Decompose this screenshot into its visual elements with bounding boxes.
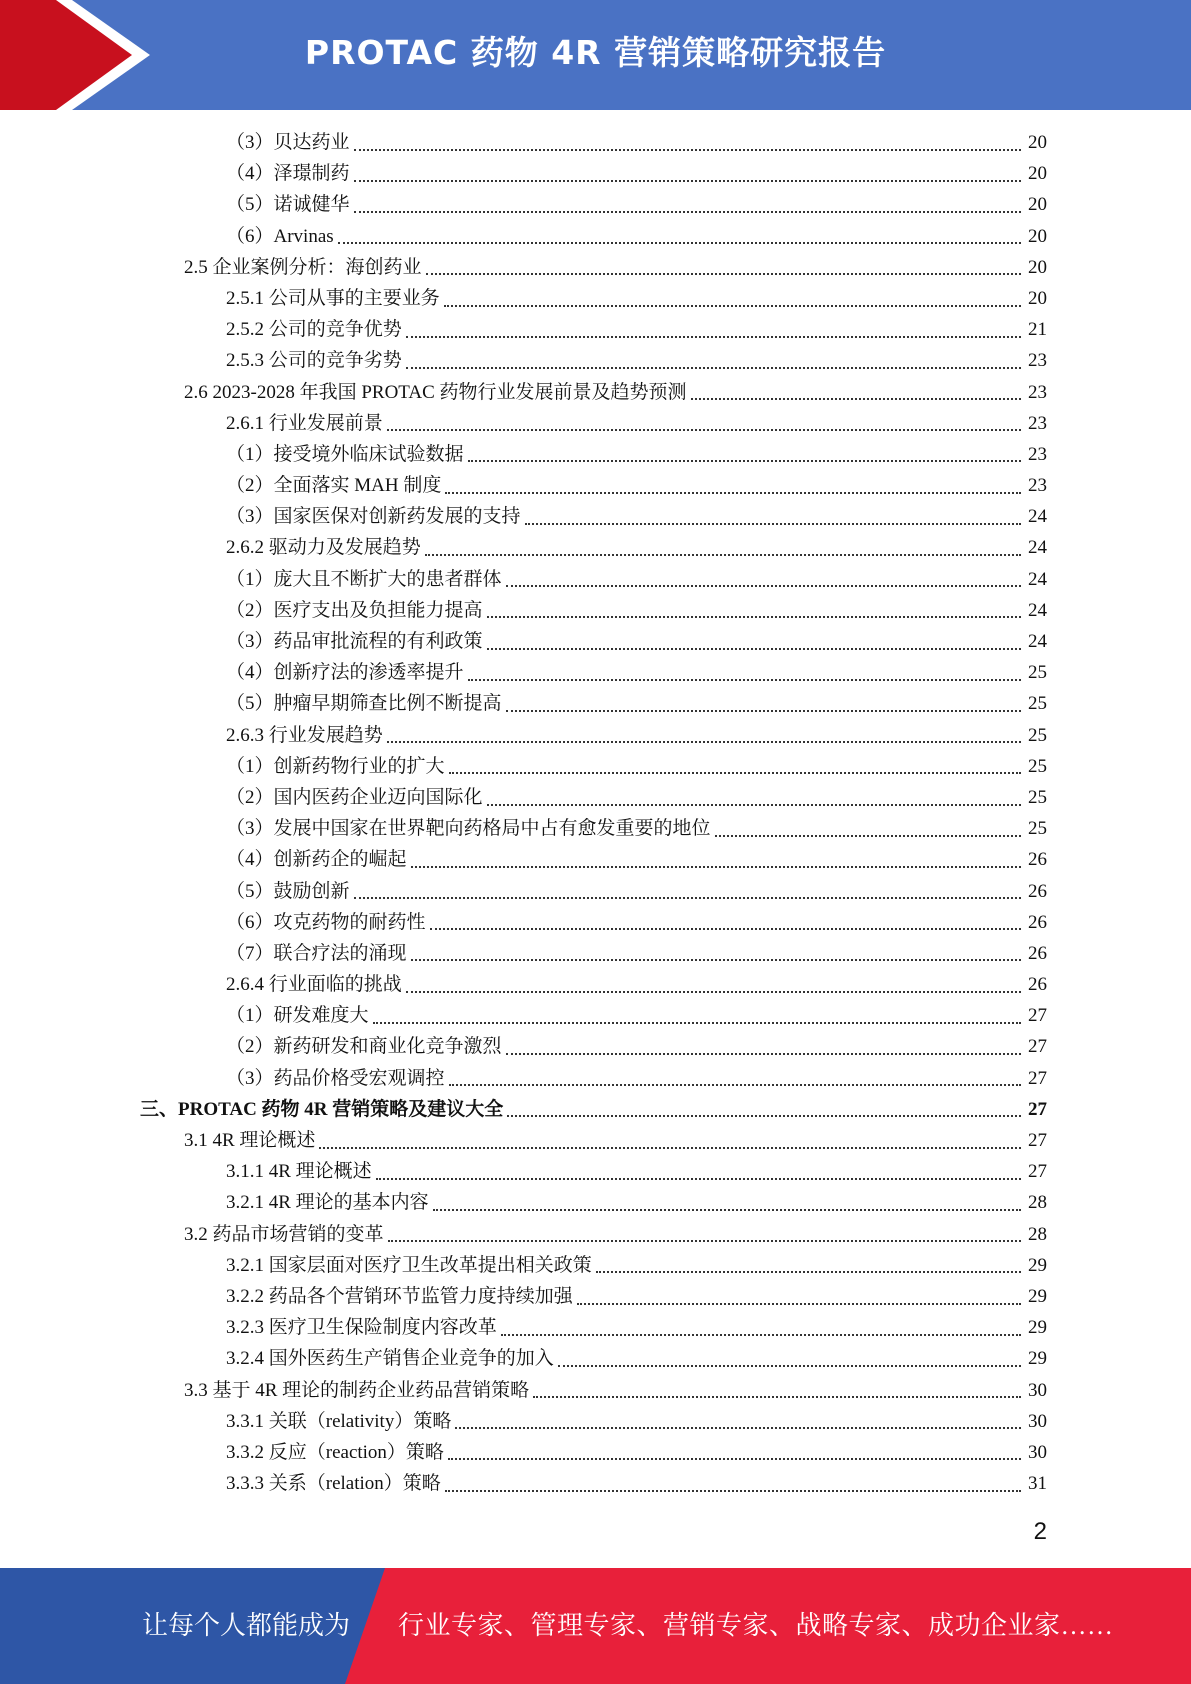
toc-entry-label: （5）鼓励创新 — [226, 880, 350, 902]
toc-entry[interactable] — [0, 751, 1191, 782]
toc-entry[interactable] — [0, 252, 1191, 283]
toc-entry[interactable] — [0, 501, 1191, 532]
toc-entry[interactable] — [0, 782, 1191, 813]
toc-entry-label: （1）接受境外临床试验数据 — [226, 443, 464, 465]
toc-entry-page: 25 — [1028, 755, 1047, 777]
toc-entry[interactable] — [0, 189, 1191, 220]
toc-entry-page: 30 — [1028, 1441, 1047, 1463]
toc-dot-leader — [445, 1490, 1021, 1492]
toc-entry[interactable] — [0, 1343, 1191, 1374]
toc-entry-page: 21 — [1028, 319, 1047, 341]
toc-entry-label: 3.3.1 关联（relativity）策略 — [226, 1410, 452, 1432]
toc-entry-page: 23 — [1028, 350, 1047, 372]
toc-entry-label: 2.5 企业案例分析：海创药业 — [184, 256, 422, 278]
toc-entry[interactable] — [0, 158, 1191, 189]
toc-dot-leader — [425, 554, 1021, 556]
toc-entry-label: 2.5.3 公司的竞争劣势 — [226, 350, 402, 372]
toc-entry[interactable] — [0, 1187, 1191, 1218]
toc-dot-leader — [449, 1084, 1021, 1086]
toc-entry-label: （1）研发难度大 — [226, 1005, 369, 1027]
toc-entry[interactable] — [0, 1031, 1191, 1062]
toc-entry-label: （1）创新药物行业的扩大 — [226, 755, 445, 777]
toc-dot-leader — [411, 866, 1021, 868]
toc-dot-leader — [558, 1365, 1021, 1367]
toc-entry[interactable] — [0, 1437, 1191, 1468]
toc-entry-page: 29 — [1028, 1317, 1047, 1339]
toc-entry-label: 3.2.2 药品各个营销环节监管力度持续加强 — [226, 1285, 573, 1307]
toc-dot-leader — [406, 991, 1021, 993]
toc-entry[interactable] — [0, 595, 1191, 626]
toc-entry[interactable] — [0, 1219, 1191, 1250]
toc-entry-page: 25 — [1028, 818, 1047, 840]
toc-entry-page: 20 — [1028, 287, 1047, 309]
toc-entry-label: 3.1 4R 理论概述 — [184, 1130, 316, 1151]
toc-dot-leader — [354, 149, 1021, 151]
toc-dot-leader — [455, 1427, 1021, 1429]
toc-entry-label: 2.5.2 公司的竞争优势 — [226, 319, 402, 341]
footer-slogan-left: 让每个人都能成为 — [142, 1611, 351, 1640]
toc-entry[interactable] — [0, 1094, 1191, 1125]
toc-entry-page: 26 — [1028, 849, 1047, 871]
toc-dot-leader — [487, 804, 1021, 806]
toc-dot-leader — [444, 305, 1021, 307]
toc-entry[interactable] — [0, 938, 1191, 969]
toc-dot-leader — [468, 460, 1021, 462]
toc-entry-page: 24 — [1028, 568, 1047, 590]
toc-entry[interactable] — [0, 345, 1191, 376]
toc-entry-label: 3.3.3 关系（relation）策略 — [226, 1473, 441, 1495]
toc-entry-page: 28 — [1028, 1223, 1047, 1245]
toc-dot-leader — [354, 897, 1021, 899]
toc-entry-page: 26 — [1028, 911, 1047, 933]
toc-entry-label: 3.1.1 4R 理论概述 — [226, 1161, 372, 1183]
toc-entry-label: 2.6.1 行业发展前景 — [226, 412, 383, 434]
toc-dot-leader — [430, 928, 1021, 930]
toc-entry[interactable] — [0, 1312, 1191, 1343]
toc-entry-label: （2）新药研发和商业化竞争激烈 — [226, 1036, 502, 1058]
toc-entry-label: （6）攻克药物的耐药性 — [226, 911, 426, 933]
toc-dot-leader — [319, 1147, 1021, 1149]
toc-entry-label: （5）肿瘤早期筛查比例不断提高 — [226, 693, 502, 715]
toc-entry-page: 20 — [1028, 194, 1047, 216]
toc-entry[interactable] — [0, 1000, 1191, 1031]
toc-entry-page: 29 — [1028, 1285, 1047, 1307]
toc-entry[interactable] — [0, 1156, 1191, 1187]
toc-entry[interactable] — [0, 1375, 1191, 1406]
toc-entry-label: 2.5.1 公司从事的主要业务 — [226, 287, 440, 309]
toc-dot-leader — [715, 835, 1021, 837]
toc-entry-page: 29 — [1028, 1348, 1047, 1370]
toc-entry[interactable] — [0, 283, 1191, 314]
toc-entry[interactable] — [0, 1468, 1191, 1499]
toc-entry[interactable] — [0, 657, 1191, 688]
toc-entry-page: 31 — [1028, 1473, 1047, 1495]
toc-entry-page: 20 — [1028, 256, 1047, 278]
toc-entry-page: 24 — [1028, 599, 1047, 621]
toc-dot-leader — [596, 1271, 1021, 1273]
toc-dot-leader — [533, 1396, 1021, 1398]
toc-entry-page: 27 — [1028, 1005, 1047, 1027]
toc-entry-label: （2）医疗支出及负担能力提高 — [226, 599, 483, 621]
toc-dot-leader — [406, 336, 1021, 338]
toc-entry-label: （2）国内医药企业迈向国际化 — [226, 786, 483, 808]
toc-entry[interactable] — [0, 439, 1191, 470]
toc-dot-leader — [373, 1022, 1021, 1024]
toc-entry[interactable] — [0, 1250, 1191, 1281]
toc-entry[interactable] — [0, 470, 1191, 501]
table-of-contents — [0, 127, 1191, 1499]
toc-entry-label: （3）药品价格受宏观调控 — [226, 1067, 445, 1089]
toc-entry-label: 2.6.2 驱动力及发展趋势 — [226, 537, 421, 559]
toc-entry-page: 28 — [1028, 1192, 1047, 1214]
toc-entry-label: 2.6.3 行业发展趋势 — [226, 724, 383, 746]
toc-entry[interactable] — [0, 314, 1191, 345]
toc-dot-leader — [506, 710, 1021, 712]
toc-dot-leader — [487, 616, 1021, 618]
toc-dot-leader — [411, 959, 1021, 961]
toc-entry-page: 27 — [1028, 1161, 1047, 1183]
toc-entry-label: 2.6.4 行业面临的挑战 — [226, 974, 402, 996]
toc-entry-page: 24 — [1028, 537, 1047, 559]
toc-dot-leader — [426, 273, 1021, 275]
toc-dot-leader — [433, 1209, 1021, 1211]
toc-entry-label: （1）庞大且不断扩大的患者群体 — [226, 568, 502, 590]
toc-entry[interactable] — [0, 720, 1191, 751]
toc-entry-label: 3.2 药品市场营销的变革 — [184, 1223, 384, 1245]
toc-dot-leader — [449, 772, 1021, 774]
toc-dot-leader — [487, 648, 1021, 650]
toc-dot-leader — [388, 1240, 1021, 1242]
toc-entry-page: 23 — [1028, 412, 1047, 434]
toc-dot-leader — [387, 741, 1021, 743]
toc-entry[interactable] — [0, 1125, 1191, 1156]
toc-entry-label: （6）Arvinas — [226, 225, 334, 247]
toc-entry[interactable] — [0, 564, 1191, 595]
toc-entry-page: 23 — [1028, 475, 1047, 497]
toc-entry-label: 3.3.2 反应（reaction）策略 — [226, 1441, 444, 1463]
toc-entry-page: 24 — [1028, 631, 1047, 652]
toc-entry[interactable] — [0, 813, 1191, 844]
toc-entry[interactable] — [0, 408, 1191, 439]
toc-entry[interactable] — [0, 221, 1191, 252]
toc-entry[interactable] — [0, 969, 1191, 1000]
toc-entry[interactable] — [0, 1281, 1191, 1312]
toc-entry-label: （3）发展中国家在世界靶向药格局中占有愈发重要的地位 — [226, 818, 711, 840]
toc-entry-page: 26 — [1028, 942, 1047, 964]
footer-banner — [0, 1568, 1191, 1684]
report-title: PROTAC 药物 4R 营销策略研究报告 — [304, 33, 887, 72]
toc-entry-page: 30 — [1028, 1379, 1047, 1401]
toc-dot-leader — [445, 492, 1021, 494]
toc-entry-label: （2）全面落实 MAH 制度 — [226, 475, 442, 497]
header-banner — [0, 0, 1191, 110]
toc-dot-leader — [354, 211, 1021, 213]
footer-slogan-right: 行业专家、管理专家、营销专家、战略专家、成功企业家…… — [398, 1611, 1114, 1640]
toc-entry-label: 3.2.1 4R 理论的基本内容 — [226, 1192, 429, 1214]
page-number: 2 — [1033, 1518, 1047, 1545]
toc-entry-label: （4）创新药企的崛起 — [226, 849, 407, 871]
toc-dot-leader — [387, 429, 1021, 431]
toc-entry-page: 23 — [1028, 381, 1047, 403]
toc-dot-leader — [506, 1053, 1021, 1055]
toc-dot-leader — [507, 1115, 1021, 1117]
toc-dot-leader — [338, 242, 1021, 244]
toc-entry-page: 27 — [1028, 1130, 1047, 1151]
toc-dot-leader — [406, 367, 1021, 369]
toc-entry-label: 3.2.3 医疗卫生保险制度内容改革 — [226, 1317, 497, 1339]
toc-dot-leader — [577, 1303, 1021, 1305]
toc-entry-page: 25 — [1028, 786, 1047, 808]
toc-entry-label: （4）泽璟制药 — [226, 163, 350, 185]
toc-entry-label: （4）创新疗法的渗透率提升 — [226, 662, 464, 684]
toc-entry-page: 27 — [1028, 1067, 1047, 1089]
toc-entry[interactable] — [0, 626, 1191, 657]
toc-entry-page: 20 — [1028, 225, 1047, 247]
toc-dot-leader — [468, 679, 1021, 681]
toc-dot-leader — [501, 1334, 1021, 1336]
toc-entry-label: （5）诺诚健华 — [226, 194, 350, 216]
toc-entry[interactable] — [0, 532, 1191, 563]
toc-entry-page: 23 — [1028, 443, 1047, 465]
toc-entry[interactable] — [0, 1406, 1191, 1437]
toc-entry-label: 三、PROTAC 药物 4R 营销策略及建议大全 — [140, 1098, 504, 1120]
toc-entry-page: 20 — [1028, 163, 1047, 185]
toc-dot-leader — [448, 1458, 1021, 1460]
toc-entry-page: 20 — [1028, 132, 1047, 153]
toc-entry-page: 27 — [1028, 1036, 1047, 1058]
toc-entry[interactable] — [0, 907, 1191, 938]
toc-entry-label: （3）贝达药业 — [226, 132, 350, 153]
toc-entry-page: 25 — [1028, 693, 1047, 715]
toc-entry-label: （7）联合疗法的涌现 — [226, 942, 407, 964]
toc-entry-label: （3）药品审批流程的有利政策 — [226, 631, 483, 652]
toc-entry-page: 27 — [1028, 1098, 1047, 1120]
toc-entry-page: 26 — [1028, 974, 1047, 996]
toc-dot-leader — [525, 523, 1021, 525]
toc-entry-page: 25 — [1028, 724, 1047, 746]
toc-entry-page: 29 — [1028, 1254, 1047, 1276]
toc-entry-page: 24 — [1028, 506, 1047, 528]
toc-dot-leader — [376, 1178, 1021, 1180]
toc-entry[interactable] — [0, 127, 1191, 158]
toc-entry-label: 2.6 2023-2028 年我国 PROTAC 药物行业发展前景及趋势预测 — [184, 381, 687, 403]
toc-entry-label: （3）国家医保对创新药发展的支持 — [226, 506, 521, 528]
toc-dot-leader — [691, 398, 1021, 400]
toc-entry[interactable] — [0, 1063, 1191, 1094]
toc-entry-page: 25 — [1028, 662, 1047, 684]
toc-entry-page: 26 — [1028, 880, 1047, 902]
toc-entry-label: 3.3 基于 4R 理论的制药企业药品营销策略 — [184, 1379, 530, 1401]
toc-entry[interactable] — [0, 844, 1191, 875]
toc-entry-label: 3.2.1 国家层面对医疗卫生改革提出相关政策 — [226, 1254, 592, 1276]
toc-entry[interactable] — [0, 688, 1191, 719]
toc-entry-page: 30 — [1028, 1410, 1047, 1432]
toc-entry[interactable] — [0, 876, 1191, 907]
toc-entry[interactable] — [0, 377, 1191, 408]
toc-dot-leader — [506, 585, 1021, 587]
toc-dot-leader — [354, 180, 1021, 182]
toc-entry-label: 3.2.4 国外医药生产销售企业竞争的加入 — [226, 1348, 554, 1370]
